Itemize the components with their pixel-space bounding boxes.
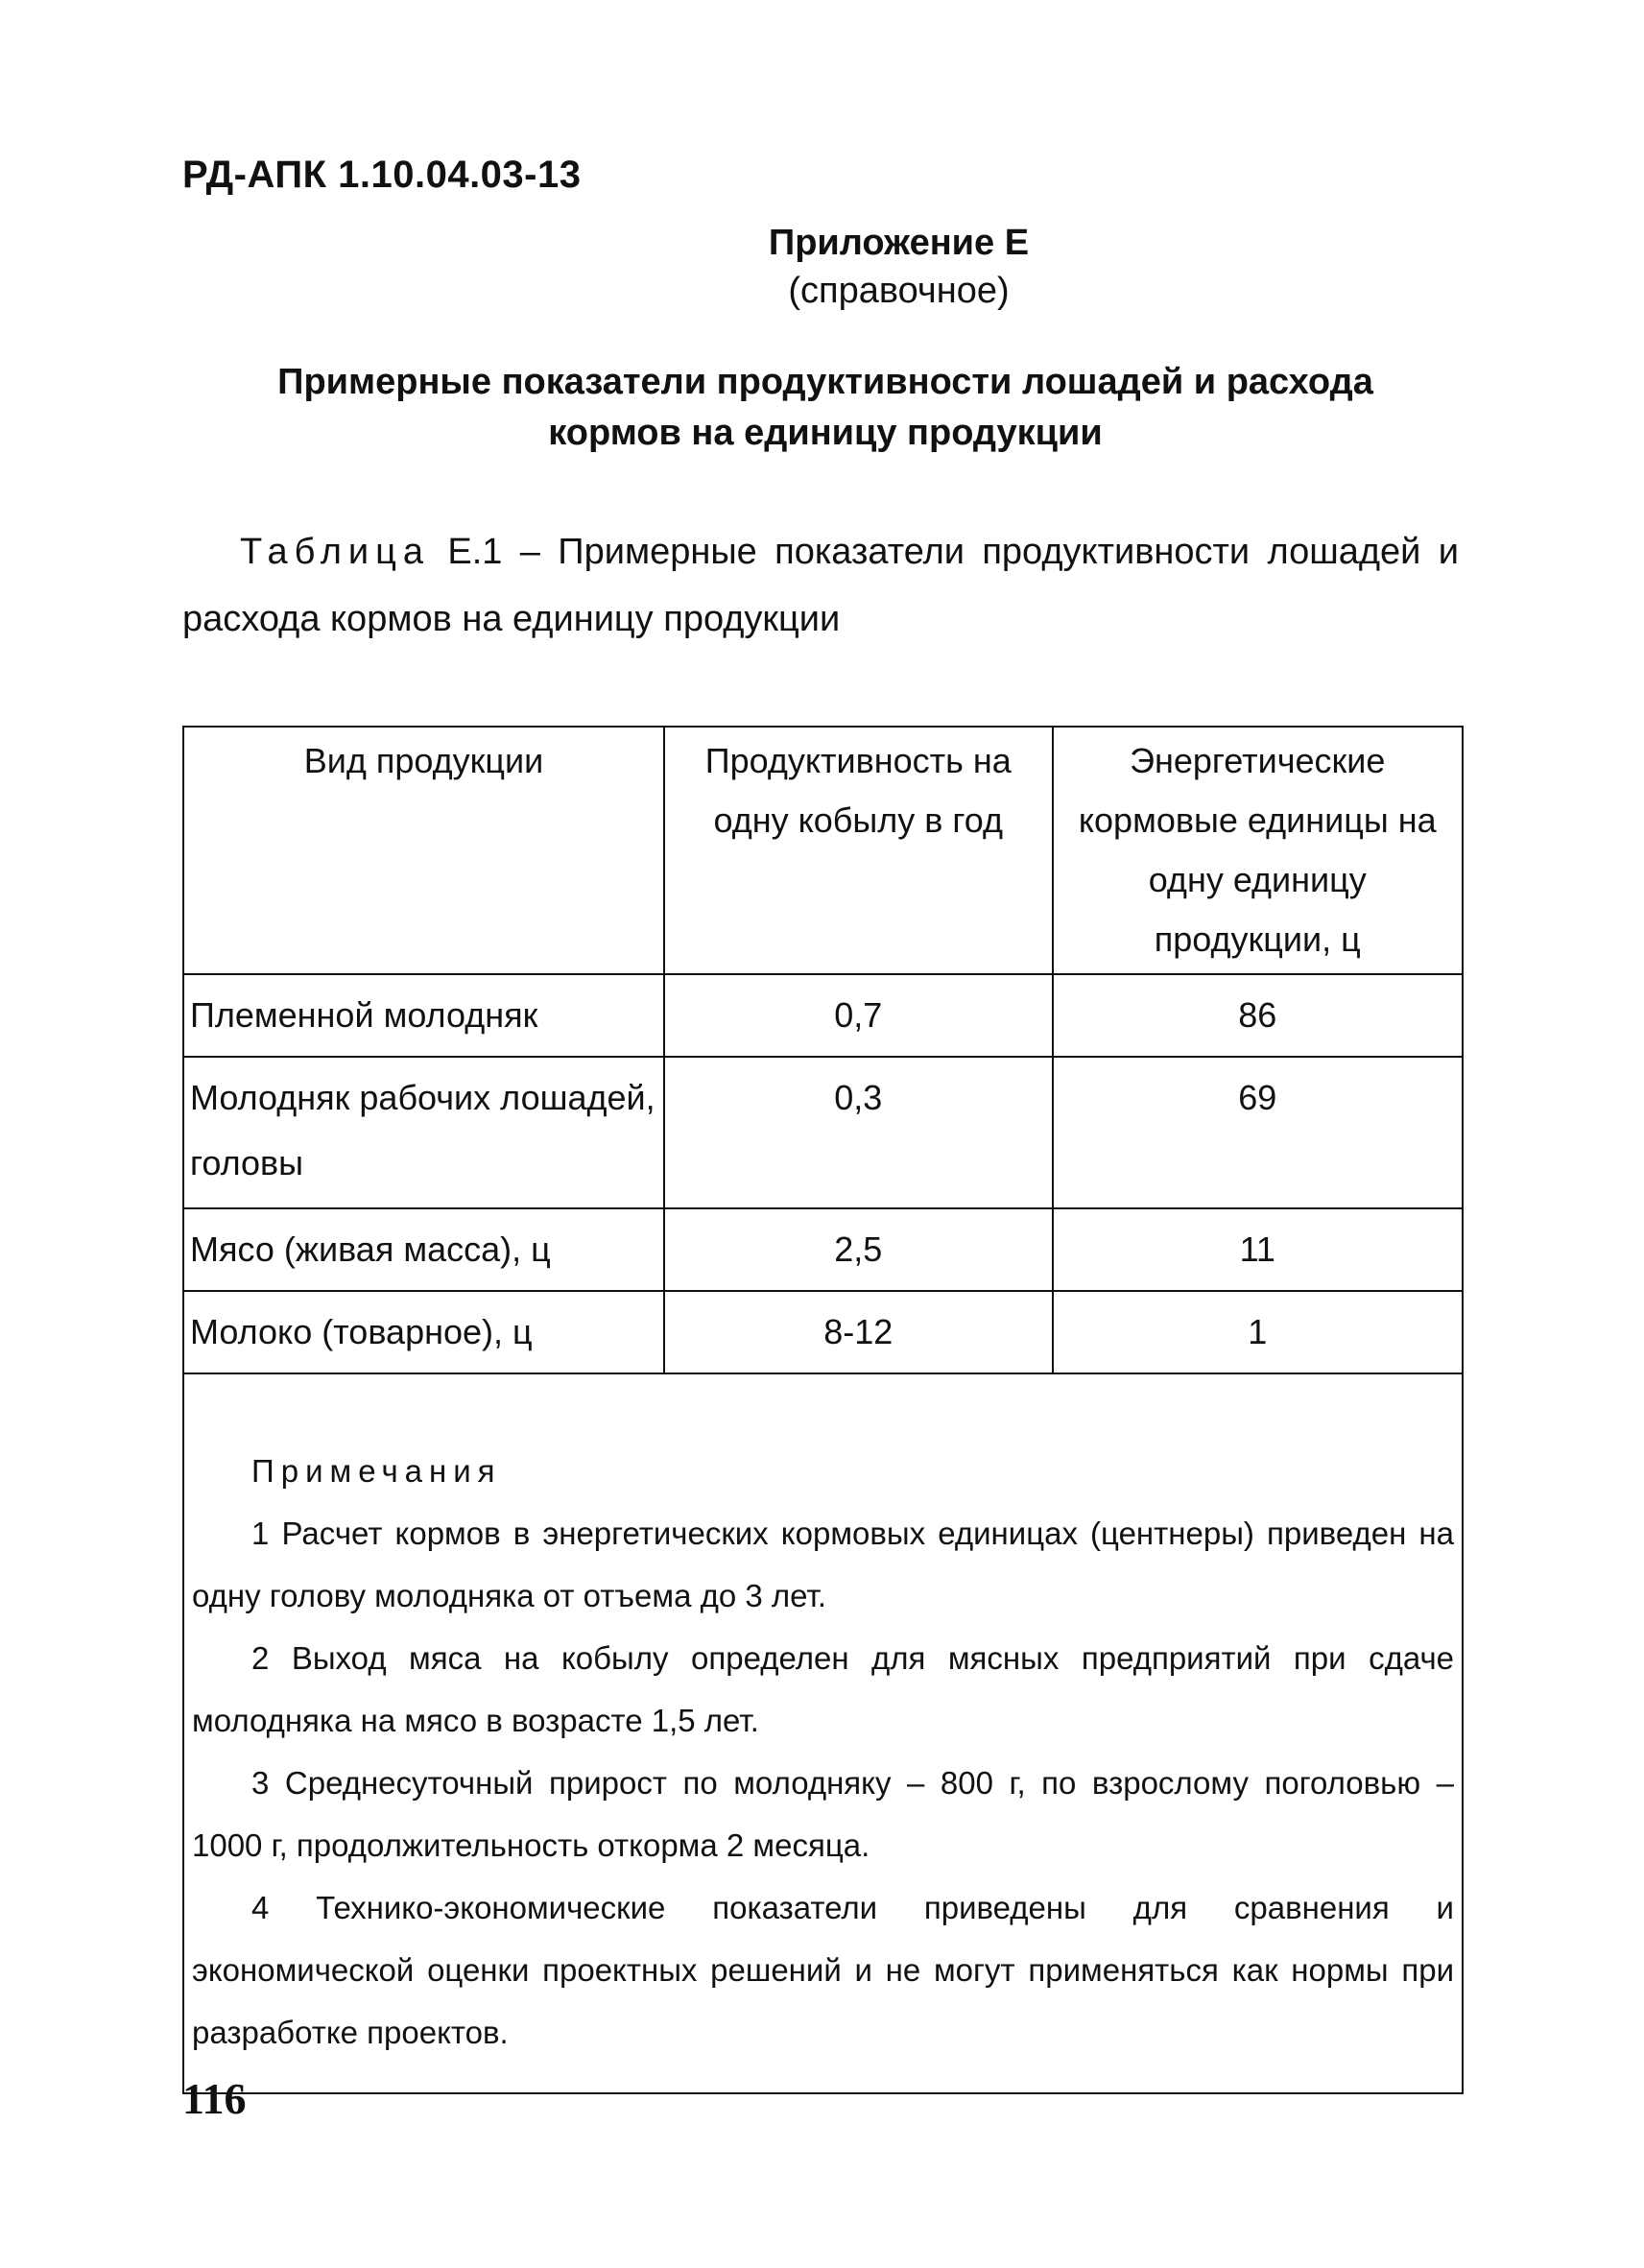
cell-productivity: 0,3 (664, 1057, 1053, 1208)
appendix-subtitle: (справочное) (788, 271, 1010, 311)
appendix-heading (182, 357, 1468, 459)
cell-product: Племенной молодняк (183, 974, 664, 1057)
cell-feed-units: 86 (1053, 974, 1464, 1057)
notes-title: Примечания (251, 1453, 502, 1489)
cell-feed-units: 69 (1053, 1057, 1464, 1208)
note-item: 4 Технико-экономические показатели приведены для сравнения и экономической оценки проектных решений и не могут применяться как нормы при разработке проектов. (192, 1890, 1454, 2050)
cell-productivity: 0,7 (664, 974, 1053, 1057)
table-row (183, 974, 1463, 1057)
note-item: 3 Среднесуточный прирост по молодняку – 800 г, по взрослому поголовью – 1000 г, продолжительность откорма 2 месяца. (192, 1765, 1454, 1863)
notes-row (183, 1373, 1463, 2093)
cell-product: Молоко (товарное), ц (183, 1291, 664, 1373)
note-item: 1 Расчет кормов в энергетических кормовых единицах (центнеры) приведен на одну голову молодняка от отъема до 3 лет. (192, 1516, 1454, 1613)
table-caption-label: Таблица (240, 532, 430, 572)
document-code: РД-АПК 1.10.04.03-13 (182, 154, 582, 196)
header-productivity: Продуктивность на одну кобылу в год (664, 727, 1053, 974)
page-number: 116 (182, 2074, 247, 2123)
appendix-heading-line-2: кормов на единицу продукции (548, 413, 1103, 453)
notes-cell (183, 1373, 1463, 2093)
productivity-table (182, 726, 1464, 2094)
appendix-title: Приложение Е (768, 223, 1030, 263)
header-feed-units: Энергетические кормовые единицы на одну единицу продукции, ц (1053, 727, 1464, 974)
table-caption-text: Е.1 – Примерные показатели продуктивности лошадей и расхода кормов на единицу продукции (182, 532, 1459, 639)
appendix-heading-line-1: Примерные показатели продуктивности лошадей и расхода (277, 362, 1373, 402)
table-row (183, 1057, 1463, 1208)
cell-productivity: 2,5 (664, 1208, 1053, 1291)
cell-feed-units: 11 (1053, 1208, 1464, 1291)
cell-product: Молодняк рабочих лошадей, головы (183, 1057, 664, 1208)
table-row (183, 1208, 1463, 1291)
header-product-type: Вид продукции (183, 727, 664, 974)
table-caption (182, 518, 1459, 653)
cell-feed-units: 1 (1053, 1291, 1464, 1373)
table-row (183, 1291, 1463, 1373)
cell-product: Мясо (живая масса), ц (183, 1208, 664, 1291)
table-header-row (183, 727, 1463, 974)
cell-productivity: 8-12 (664, 1291, 1053, 1373)
note-item: 2 Выход мяса на кобылу определен для мясных предприятий при сдаче молодняка на мясо в возрасте 1,5 лет. (192, 1640, 1454, 1738)
